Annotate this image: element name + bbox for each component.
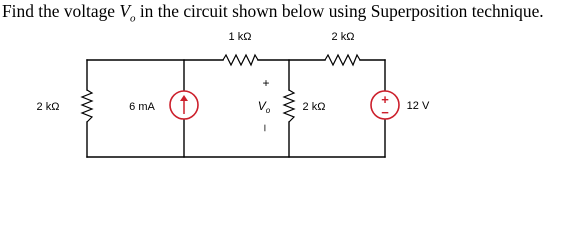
- voltage-source-plus: +: [381, 92, 389, 107]
- resistor-2k-left-label: 2 kΩ: [36, 101, 60, 113]
- vo-label: $V_o$: [257, 99, 271, 115]
- current-source: [129, 91, 198, 119]
- resistor-1k-label: 1 kΩ: [228, 31, 252, 43]
- current-source-label: 6 mA: [129, 101, 155, 113]
- problem-suffix: in the circuit shown below using Superposition technique.: [135, 1, 544, 21]
- resistor-1k-top: [223, 31, 258, 65]
- vo-marker: [258, 76, 273, 132]
- voltage-source-minus: −: [381, 105, 389, 120]
- resistor-2k-left: [37, 90, 92, 122]
- vo-plus-sign: +: [262, 76, 270, 90]
- problem-prefix: Find the voltage: [2, 1, 120, 21]
- voltage-source-label: 12 V: [406, 100, 430, 112]
- vo-minus-sign: –: [259, 124, 273, 132]
- resistor-2k-middle: [284, 90, 325, 122]
- voltage-source: [371, 91, 430, 120]
- resistor-2k-top: [325, 31, 360, 65]
- resistor-2k-middle-label: 2 kΩ: [302, 101, 326, 113]
- resistor-2k-top-label: 2 kΩ: [331, 31, 355, 43]
- problem-variable: $V_o$: [119, 1, 136, 25]
